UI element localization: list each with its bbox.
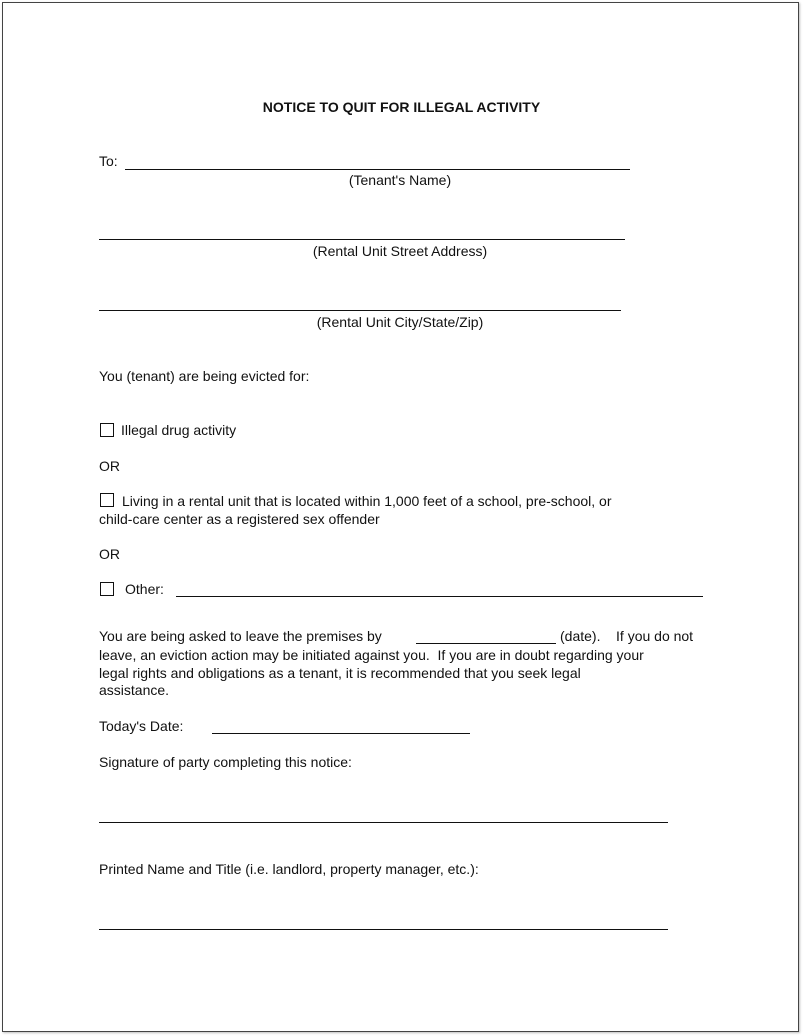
or-separator-1: OR bbox=[99, 458, 120, 474]
tenant-name-line[interactable] bbox=[125, 169, 630, 170]
signature-line[interactable] bbox=[99, 822, 668, 823]
sex-offender-label-line1: Living in a rental unit that is located within 1,000 feet of a school, pre-school, or bbox=[122, 493, 612, 509]
printed-name-label: Printed Name and Title (i.e. landlord, property manager, etc.): bbox=[99, 861, 479, 877]
sex-offender-checkbox[interactable] bbox=[100, 493, 114, 507]
street-address-caption: (Rental Unit Street Address) bbox=[312, 243, 488, 259]
todays-date-label: Today's Date: bbox=[99, 718, 184, 734]
tenant-name-caption: (Tenant's Name) bbox=[348, 172, 452, 188]
signature-label: Signature of party completing this notice: bbox=[99, 754, 352, 770]
street-address-line[interactable] bbox=[99, 239, 625, 240]
evicted-for-label: You (tenant) are being evicted for: bbox=[99, 368, 310, 384]
document-title: NOTICE TO QUIT FOR ILLEGAL ACTIVITY bbox=[262, 99, 541, 115]
other-label: Other: bbox=[125, 581, 164, 597]
illegal-drug-label: Illegal drug activity bbox=[121, 422, 237, 438]
other-reason-line[interactable] bbox=[176, 596, 703, 597]
sex-offender-label-line2: child-care center as a registered sex offender bbox=[99, 511, 380, 527]
todays-date-line[interactable] bbox=[212, 733, 470, 734]
illegal-drug-checkbox[interactable] bbox=[100, 423, 114, 437]
or-separator-2: OR bbox=[99, 546, 120, 562]
printed-name-line[interactable] bbox=[99, 929, 668, 930]
paragraph-line-3: legal rights and obligations as a tenant, it is recommended that you seek legal bbox=[99, 665, 581, 681]
to-label: To: bbox=[99, 153, 118, 169]
paragraph-line-2: leave, an eviction action may be initiated against you. If you are in doubt regarding your bbox=[99, 647, 644, 663]
leave-date-suffix: (date). If you do not bbox=[560, 628, 694, 644]
leave-premises-text: You are being asked to leave the premises by bbox=[99, 628, 382, 644]
paragraph-line-4: assistance. bbox=[99, 682, 170, 698]
leave-date-line[interactable] bbox=[416, 643, 556, 644]
city-state-zip-line[interactable] bbox=[99, 310, 621, 311]
city-state-zip-caption: (Rental Unit City/State/Zip) bbox=[316, 314, 484, 330]
other-checkbox[interactable] bbox=[100, 582, 114, 596]
